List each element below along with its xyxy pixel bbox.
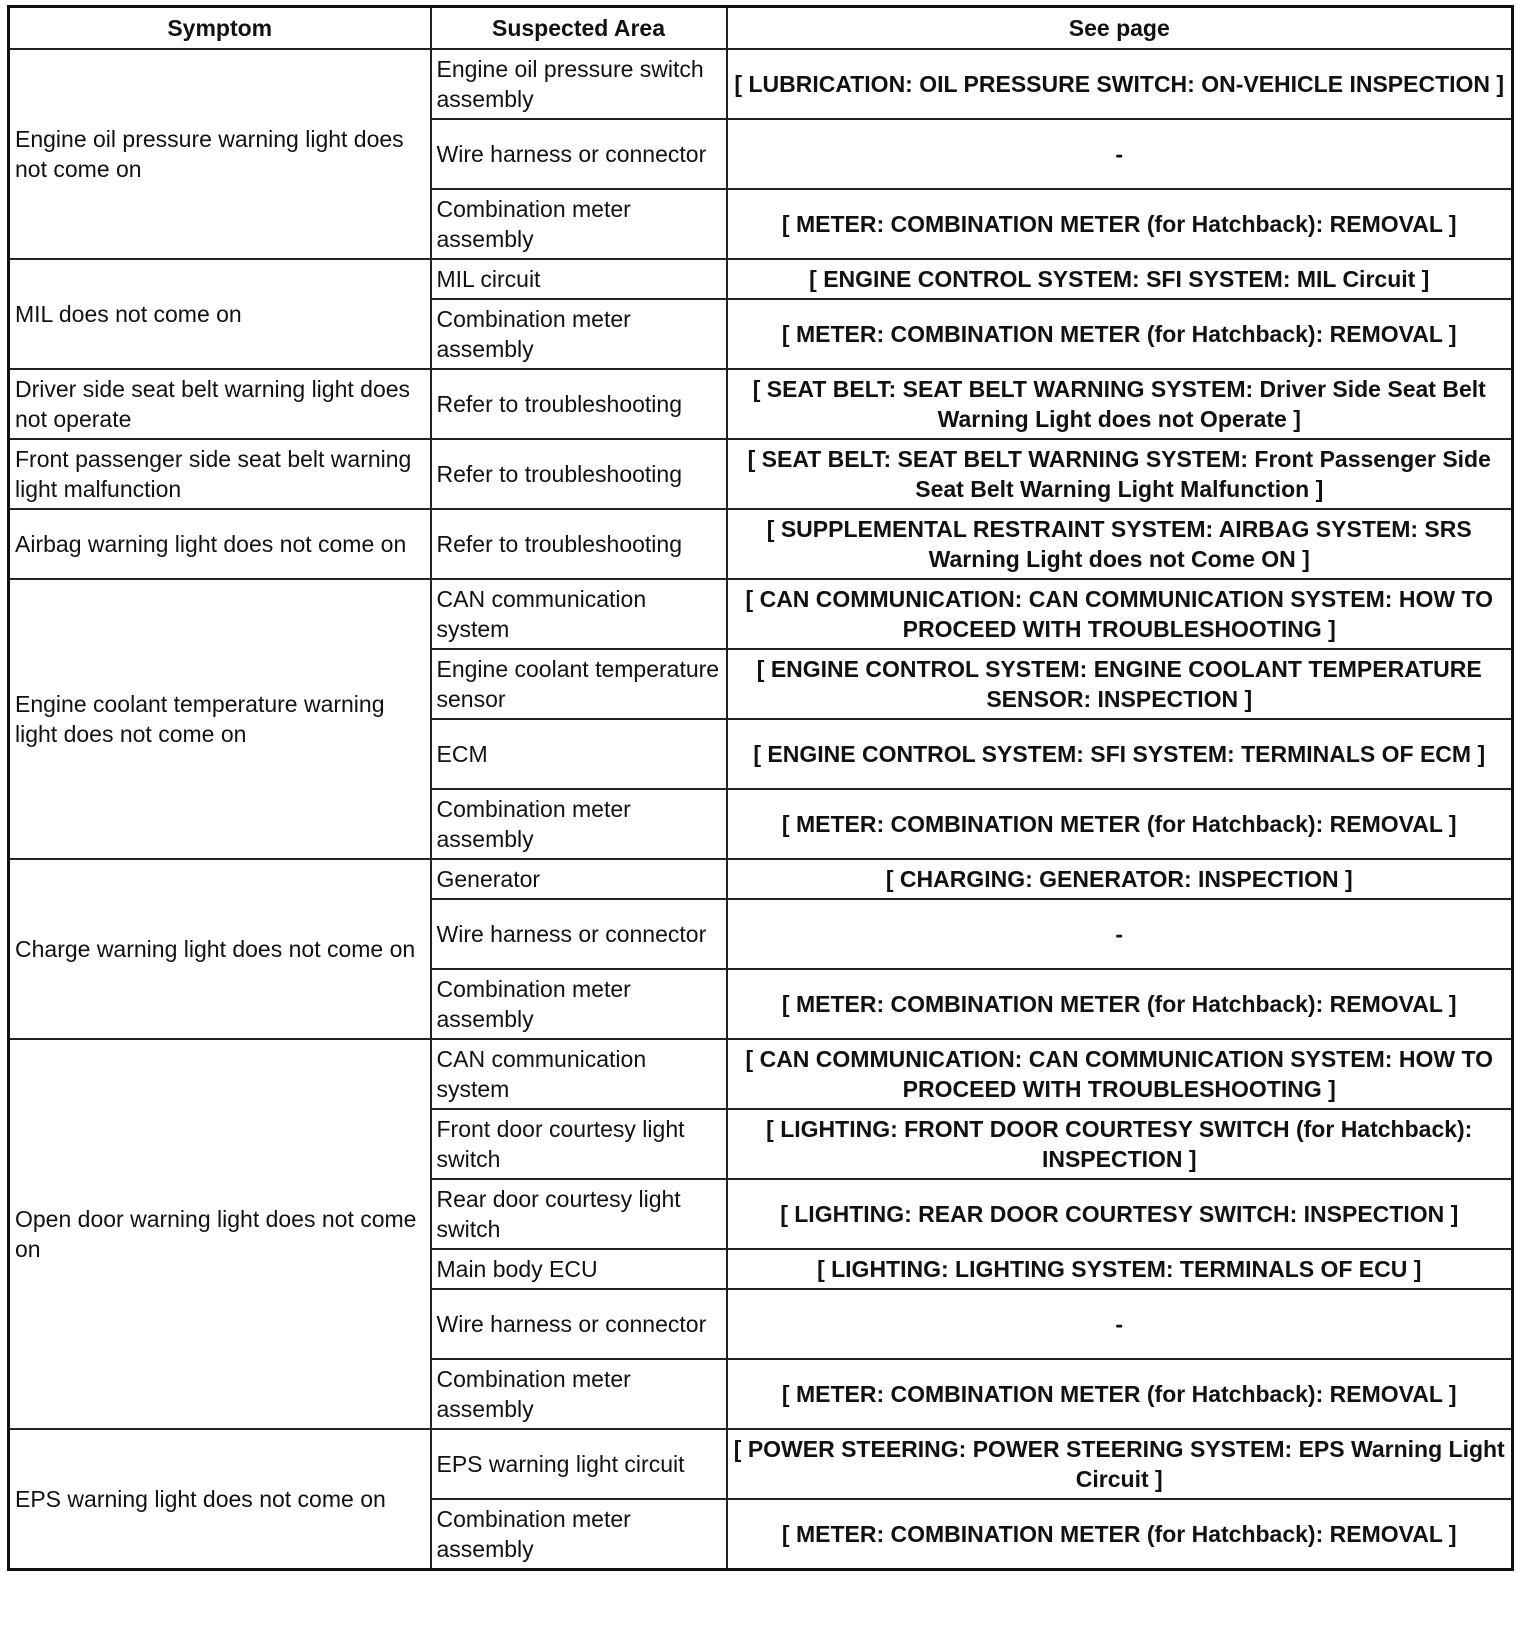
header-row — [9, 7, 1513, 50]
suspected-area-cell: Rear door courtesy light switch — [431, 1179, 727, 1249]
see-page-link[interactable]: [ CHARGING: GENERATOR: INSPECTION ] — [727, 859, 1513, 899]
see-page-link[interactable]: [ SEAT BELT: SEAT BELT WARNING SYSTEM: Front Passenger Side Seat Belt Warning Light Malfunction ] — [727, 439, 1513, 509]
symptom-cell: Engine coolant temperature warning light does not come on — [9, 579, 431, 859]
see-page-link[interactable]: [ LIGHTING: REAR DOOR COURTESY SWITCH: INSPECTION ] — [727, 1179, 1513, 1249]
suspected-area-cell: MIL circuit — [431, 259, 727, 299]
table-row — [9, 49, 1513, 119]
suspected-area-cell: Refer to troubleshooting — [431, 439, 727, 509]
suspected-area-cell: Wire harness or connector — [431, 119, 727, 189]
suspected-area-cell: Combination meter assembly — [431, 189, 727, 259]
suspected-area-cell: ECM — [431, 719, 727, 789]
see-page-link[interactable]: [ SUPPLEMENTAL RESTRAINT SYSTEM: AIRBAG SYSTEM: SRS Warning Light does not Come ON ] — [727, 509, 1513, 579]
suspected-area-cell: Refer to troubleshooting — [431, 369, 727, 439]
see-page-link[interactable]: [ POWER STEERING: POWER STEERING SYSTEM: EPS Warning Light Circuit ] — [727, 1429, 1513, 1499]
suspected-area-cell: Engine coolant temperature sensor — [431, 649, 727, 719]
table-row — [9, 509, 1513, 579]
table-row — [9, 579, 1513, 649]
header-symptom: Symptom — [9, 7, 431, 50]
see-page-link[interactable]: [ METER: COMBINATION METER (for Hatchback): REMOVAL ] — [727, 1499, 1513, 1570]
suspected-area-cell: CAN communication system — [431, 579, 727, 649]
see-page-link[interactable]: [ METER: COMBINATION METER (for Hatchback): REMOVAL ] — [727, 1359, 1513, 1429]
see-page-link[interactable]: [ METER: COMBINATION METER (for Hatchback): REMOVAL ] — [727, 299, 1513, 369]
suspected-area-cell: Combination meter assembly — [431, 969, 727, 1039]
symptom-cell: Open door warning light does not come on — [9, 1039, 431, 1429]
suspected-area-cell: Combination meter assembly — [431, 1499, 727, 1570]
suspected-area-cell: Engine oil pressure switch assembly — [431, 49, 727, 119]
see-page-link[interactable]: [ LIGHTING: FRONT DOOR COURTESY SWITCH (for Hatchback): INSPECTION ] — [727, 1109, 1513, 1179]
symptom-cell: Front passenger side seat belt warning light malfunction — [9, 439, 431, 509]
symptom-cell: MIL does not come on — [9, 259, 431, 369]
suspected-area-cell: Combination meter assembly — [431, 1359, 727, 1429]
table-row — [9, 369, 1513, 439]
see-page-link[interactable]: [ CAN COMMUNICATION: CAN COMMUNICATION SYSTEM: HOW TO PROCEED WITH TROUBLESHOOTING ] — [727, 1039, 1513, 1109]
symptom-cell: Driver side seat belt warning light does not operate — [9, 369, 431, 439]
see-page-link[interactable]: [ ENGINE CONTROL SYSTEM: SFI SYSTEM: TERMINALS OF ECM ] — [727, 719, 1513, 789]
suspected-area-cell: Wire harness or connector — [431, 899, 727, 969]
table-row — [9, 1039, 1513, 1109]
see-page-cell: - — [727, 119, 1513, 189]
suspected-area-cell: Refer to troubleshooting — [431, 509, 727, 579]
suspected-area-cell: Wire harness or connector — [431, 1289, 727, 1359]
suspected-area-cell: Front door courtesy light switch — [431, 1109, 727, 1179]
table-row — [9, 1429, 1513, 1499]
symptom-cell: Airbag warning light does not come on — [9, 509, 431, 579]
see-page-link[interactable]: [ ENGINE CONTROL SYSTEM: SFI SYSTEM: MIL Circuit ] — [727, 259, 1513, 299]
diagnosis-table — [7, 5, 1514, 1571]
header-see-page: See page — [727, 7, 1513, 50]
table-row — [9, 859, 1513, 899]
table-row — [9, 439, 1513, 509]
symptom-cell: Charge warning light does not come on — [9, 859, 431, 1039]
see-page-cell: - — [727, 899, 1513, 969]
see-page-link[interactable]: [ METER: COMBINATION METER (for Hatchback): REMOVAL ] — [727, 189, 1513, 259]
symptom-cell: Engine oil pressure warning light does not come on — [9, 49, 431, 259]
suspected-area-cell: Main body ECU — [431, 1249, 727, 1289]
suspected-area-cell: Combination meter assembly — [431, 299, 727, 369]
see-page-link[interactable]: [ METER: COMBINATION METER (for Hatchback): REMOVAL ] — [727, 969, 1513, 1039]
see-page-cell: - — [727, 1289, 1513, 1359]
symptom-cell: EPS warning light does not come on — [9, 1429, 431, 1570]
header-suspected-area: Suspected Area — [431, 7, 727, 50]
table-row — [9, 259, 1513, 299]
see-page-link[interactable]: [ ENGINE CONTROL SYSTEM: ENGINE COOLANT TEMPERATURE SENSOR: INSPECTION ] — [727, 649, 1513, 719]
see-page-link[interactable]: [ SEAT BELT: SEAT BELT WARNING SYSTEM: Driver Side Seat Belt Warning Light does not Operate ] — [727, 369, 1513, 439]
see-page-link[interactable]: [ LUBRICATION: OIL PRESSURE SWITCH: ON-VEHICLE INSPECTION ] — [727, 49, 1513, 119]
suspected-area-cell: EPS warning light circuit — [431, 1429, 727, 1499]
suspected-area-cell: Combination meter assembly — [431, 789, 727, 859]
see-page-link[interactable]: [ LIGHTING: LIGHTING SYSTEM: TERMINALS OF ECU ] — [727, 1249, 1513, 1289]
suspected-area-cell: CAN communication system — [431, 1039, 727, 1109]
see-page-link[interactable]: [ METER: COMBINATION METER (for Hatchback): REMOVAL ] — [727, 789, 1513, 859]
suspected-area-cell: Generator — [431, 859, 727, 899]
see-page-link[interactable]: [ CAN COMMUNICATION: CAN COMMUNICATION SYSTEM: HOW TO PROCEED WITH TROUBLESHOOTING ] — [727, 579, 1513, 649]
